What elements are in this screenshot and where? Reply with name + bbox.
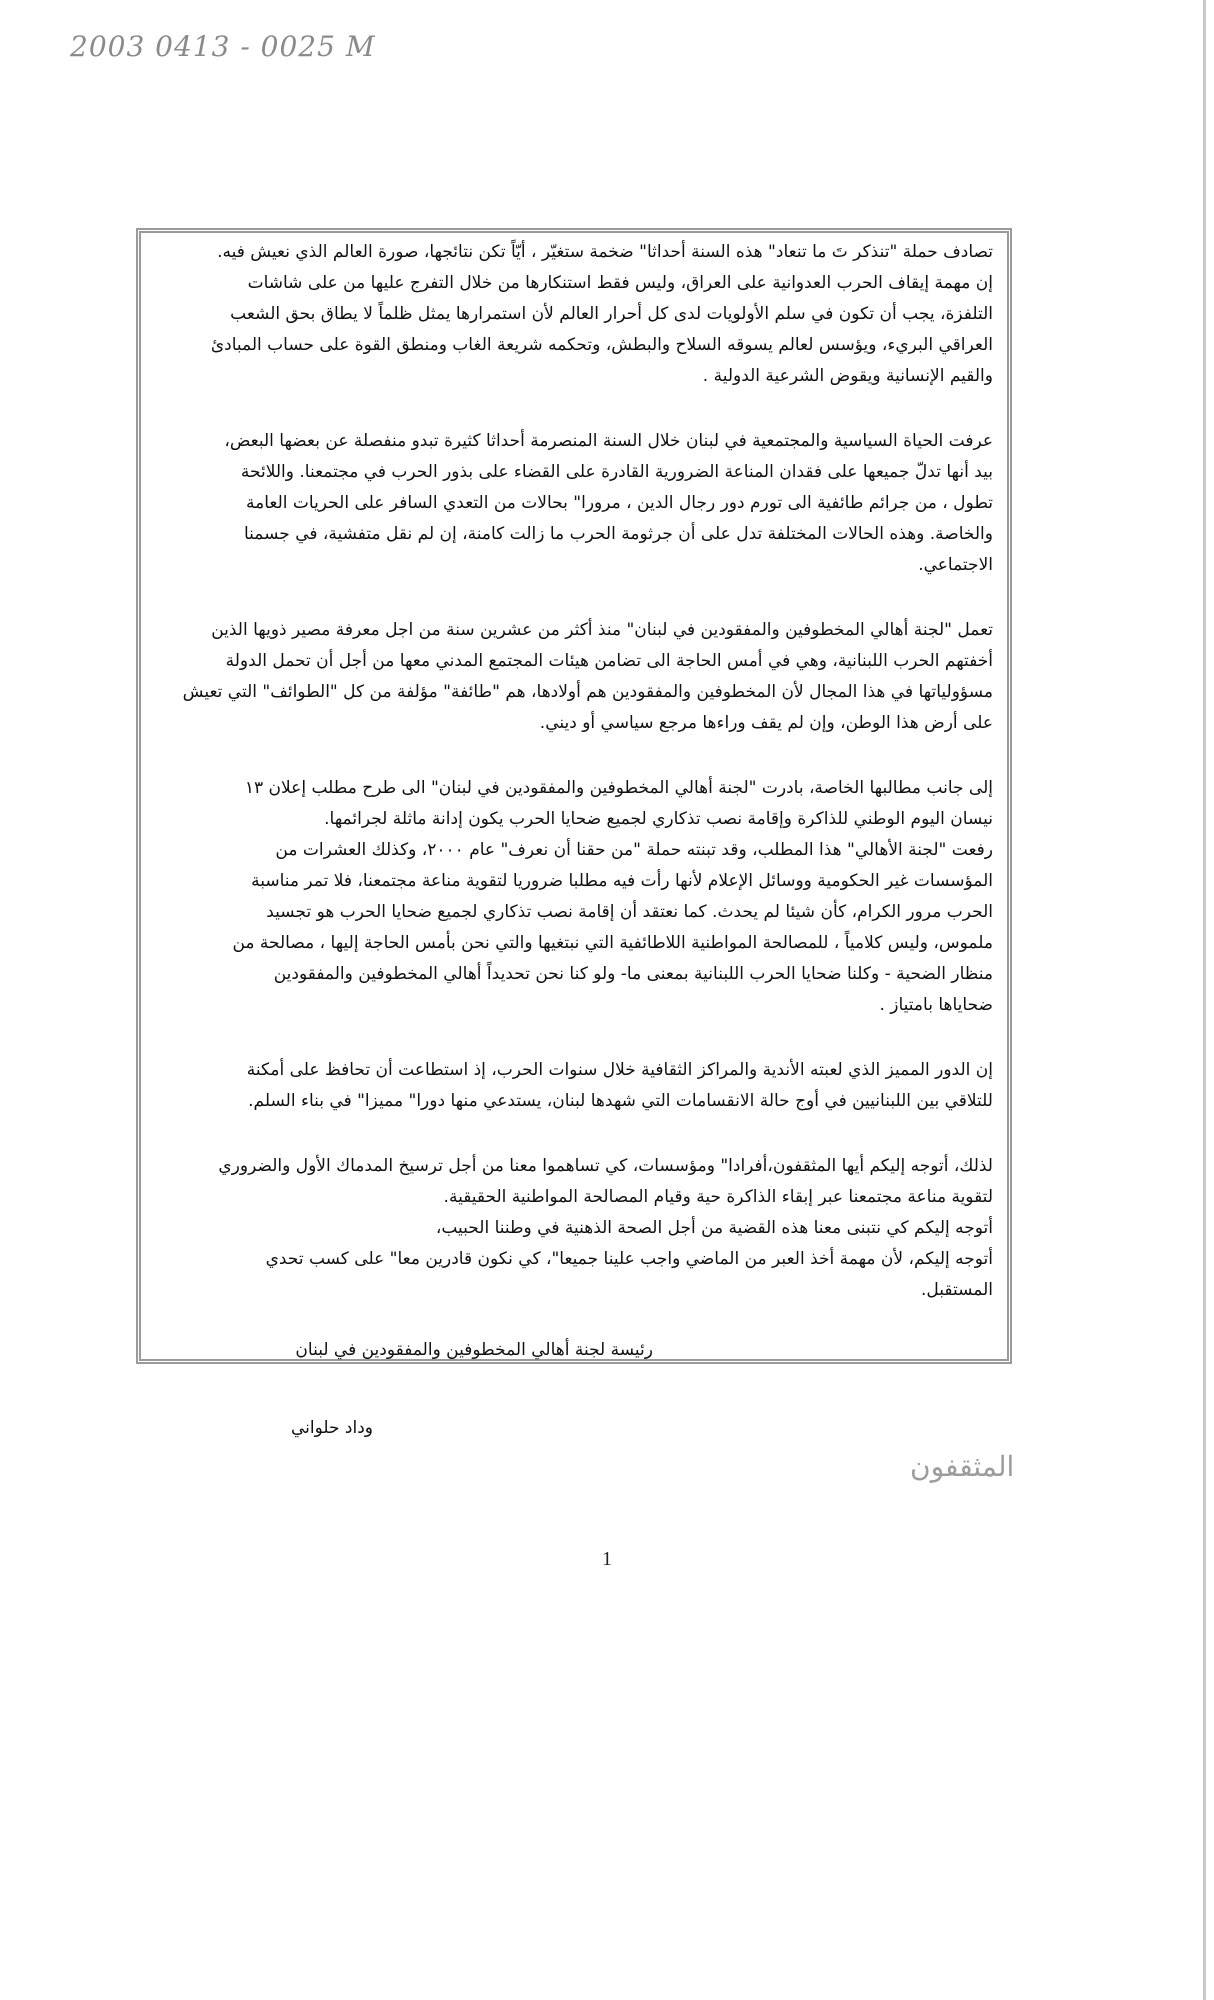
paragraph-line: الحرب مرور الكرام، كأن شيئا لم يحدث. كما نعتقد أن إقامة نصب تذكاري لجميع ضحايا الحرب هو تجسيد [266,902,993,922]
paragraph-line: مسؤولياتها في هذا المجال لأن المخطوفين والمفقودين هم أولادها، هم "طائفة" مؤلفة من كل "الطوائف" التي تعيش [182,682,993,702]
paragraph-line: أتوجه إليكم، لأن مهمة أخذ العبر من الماضي واجب علينا جميعا"، كي نكون قادرين معا" على كسب تحدي [265,1249,993,1269]
paragraph-line: العراقي البريء، ويؤسس لعالم يسوقه السلاح والبطش، وتحكمه شريعة الغاب ومنطق القوة على حساب المبادئ [210,335,993,355]
paragraph-line: ملموس، وليس كلامياً ، للمصالحة المواطنية اللاطائفية التي نبتغيها والتي نحن بأمس الحاجة إليها ، مصالحة من [232,933,993,953]
paragraph-line: والخاصة. وهذه الحالات المختلفة تدل على أن جرثومة الحرب ما زالت كامنة، إن لم نقل متفشية، في جسمنا [243,524,993,544]
letter-body [155,237,993,1306]
paragraph-line: إن الدور المميز الذي لعبته الأندية والمراكز الثقافية خلال سنوات الحرب، إذ استطاعت أن تحافظ على أمكنة [246,1060,993,1080]
paragraph-line: عرفت الحياة السياسية والمجتمعية في لبنان خلال السنة المنصرمة أحداثا كثيرة تبدو منفصلة عن بعضها البعض، [224,431,993,451]
paragraph-line: والقيم الإنسانية ويقوض الشرعية الدولية . [702,366,993,386]
letter-paragraph [155,426,993,581]
page-number: 1 [602,1548,612,1570]
paragraph-line: على أرض هذا الوطن، وإن لم يقف وراءها مرجع سياسي أو ديني. [539,713,993,733]
paragraph-line: أتوجه إليكم كي نتبنى معنا هذه القضية من أجل الصحة الذهنية في وطننا الحبيب، [435,1218,993,1238]
paragraph-line: المستقبل. [920,1280,993,1300]
signature-name: وداد حلواني [290,1418,373,1438]
paragraph-line: تعمل "لجنة أهالي المخطوفين والمفقودين في لبنان" منذ أكثر من عشرين سنة من اجل معرفة مصير ذويها الذين [211,620,993,640]
letter-paragraph [155,237,993,392]
paragraph-line: للتلاقي بين اللبنانيين في أوج حالة الانقسامات التي شهدها لبنان، يستدعي منها دورا" مميزا" في بناء السلم. [248,1091,993,1111]
letter-paragraph [155,615,993,739]
letter-paragraph [155,1055,993,1117]
signature-title: رئيسة لجنة أهالي المخطوفين والمفقودين في لبنان [295,1340,653,1360]
paragraph-line: إن مهمة إيقاف الحرب العدوانية على العراق، وليس فقط استنكارها من خلال التفرج عليها من على شاشات [247,273,993,293]
paragraph-line: ضحاياها بامتياز . [879,995,993,1015]
signature-block [155,1340,993,1438]
paragraph-line: لتقوية مناعة مجتمعنا عبر إبقاء الذاكرة حية وقيام المصالحة المواطنية الحقيقية. [443,1187,993,1207]
paragraph-line: لذلك، أتوجه إليكم أيها المثقفون،أفرادا" ومؤسسات، كي تساهموا معنا من أجل ترسيخ المدماك الأول والضروري [218,1156,993,1176]
letter-paragraph [155,773,993,1021]
letter-frame [136,228,1012,1438]
paragraph-line: الاجتماعي. [918,555,993,575]
letter-paragraph [155,1151,993,1306]
paragraph-line: تصادف حملة "تنذكر تَ ما تنعاد" هذه السنة أحداثا" ضخمة ستغيّر ، أيّاً تكن نتائجها، صورة العالم الذي نعيش فيه. [217,242,993,262]
paragraph-line: التلفزة، يجب أن تكون في سلم الأولويات لدى كل أحرار العالم لأن استمرارها يمثل ظلماً لا يطاق بحق الشعب [230,304,993,324]
paragraph-line: بيد أنها تدلّ جميعها على فقدان المناعة الضرورية القادرة على القضاء على بذور الحرب في مجتمعنا. واللائحة [240,462,993,482]
paragraph-line: منظار الضحية - وكلنا ضحايا الحرب اللبنانية بمعنى ما- ولو كنا نحن تحديداً أهالي المخطوفين والمفقودين [273,964,993,984]
paragraph-line: رفعت "لجنة الأهالي" هذا المطلب، وقد تبنته حملة "من حقنا أن نعرف" عام ٢٠٠٠، وكذلك العشرات من [275,840,993,860]
paragraph-line: المؤسسات غير الحكومية ووسائل الإعلام لأنها رأت فيه مطلبا ضروريا لتقوية مناعة مجتمعنا، فلا تمر مناسبة [251,871,993,891]
paragraph-line: أخفتهم الحرب اللبنانية، وهي في أمس الحاجة الى تضامن هيئات المجتمع المدني معها من أجل أن تحمل الدولة [225,651,993,671]
handwritten-reference-number: 2003 0413 - 0025 M [70,30,376,63]
handwritten-margin-note: المثقفون [910,1450,1015,1483]
paragraph-line: إلى جانب مطالبها الخاصة، بادرت "لجنة أهالي المخطوفين والمفقودين في لبنان" الى طرح مطلب إعلان ١٣ [244,778,993,798]
paragraph-line: تطول ، من جرائم طائفية الى تورم دور رجال الدين ، مرورا" بحالات من التعدي السافر على الحريات العامة [245,493,993,513]
paragraph-line: نيسان اليوم الوطني للذاكرة وإقامة نصب تذكاري لجميع ضحايا الحرب يكون إدانة ماثلة لجرائمها. [324,809,993,829]
